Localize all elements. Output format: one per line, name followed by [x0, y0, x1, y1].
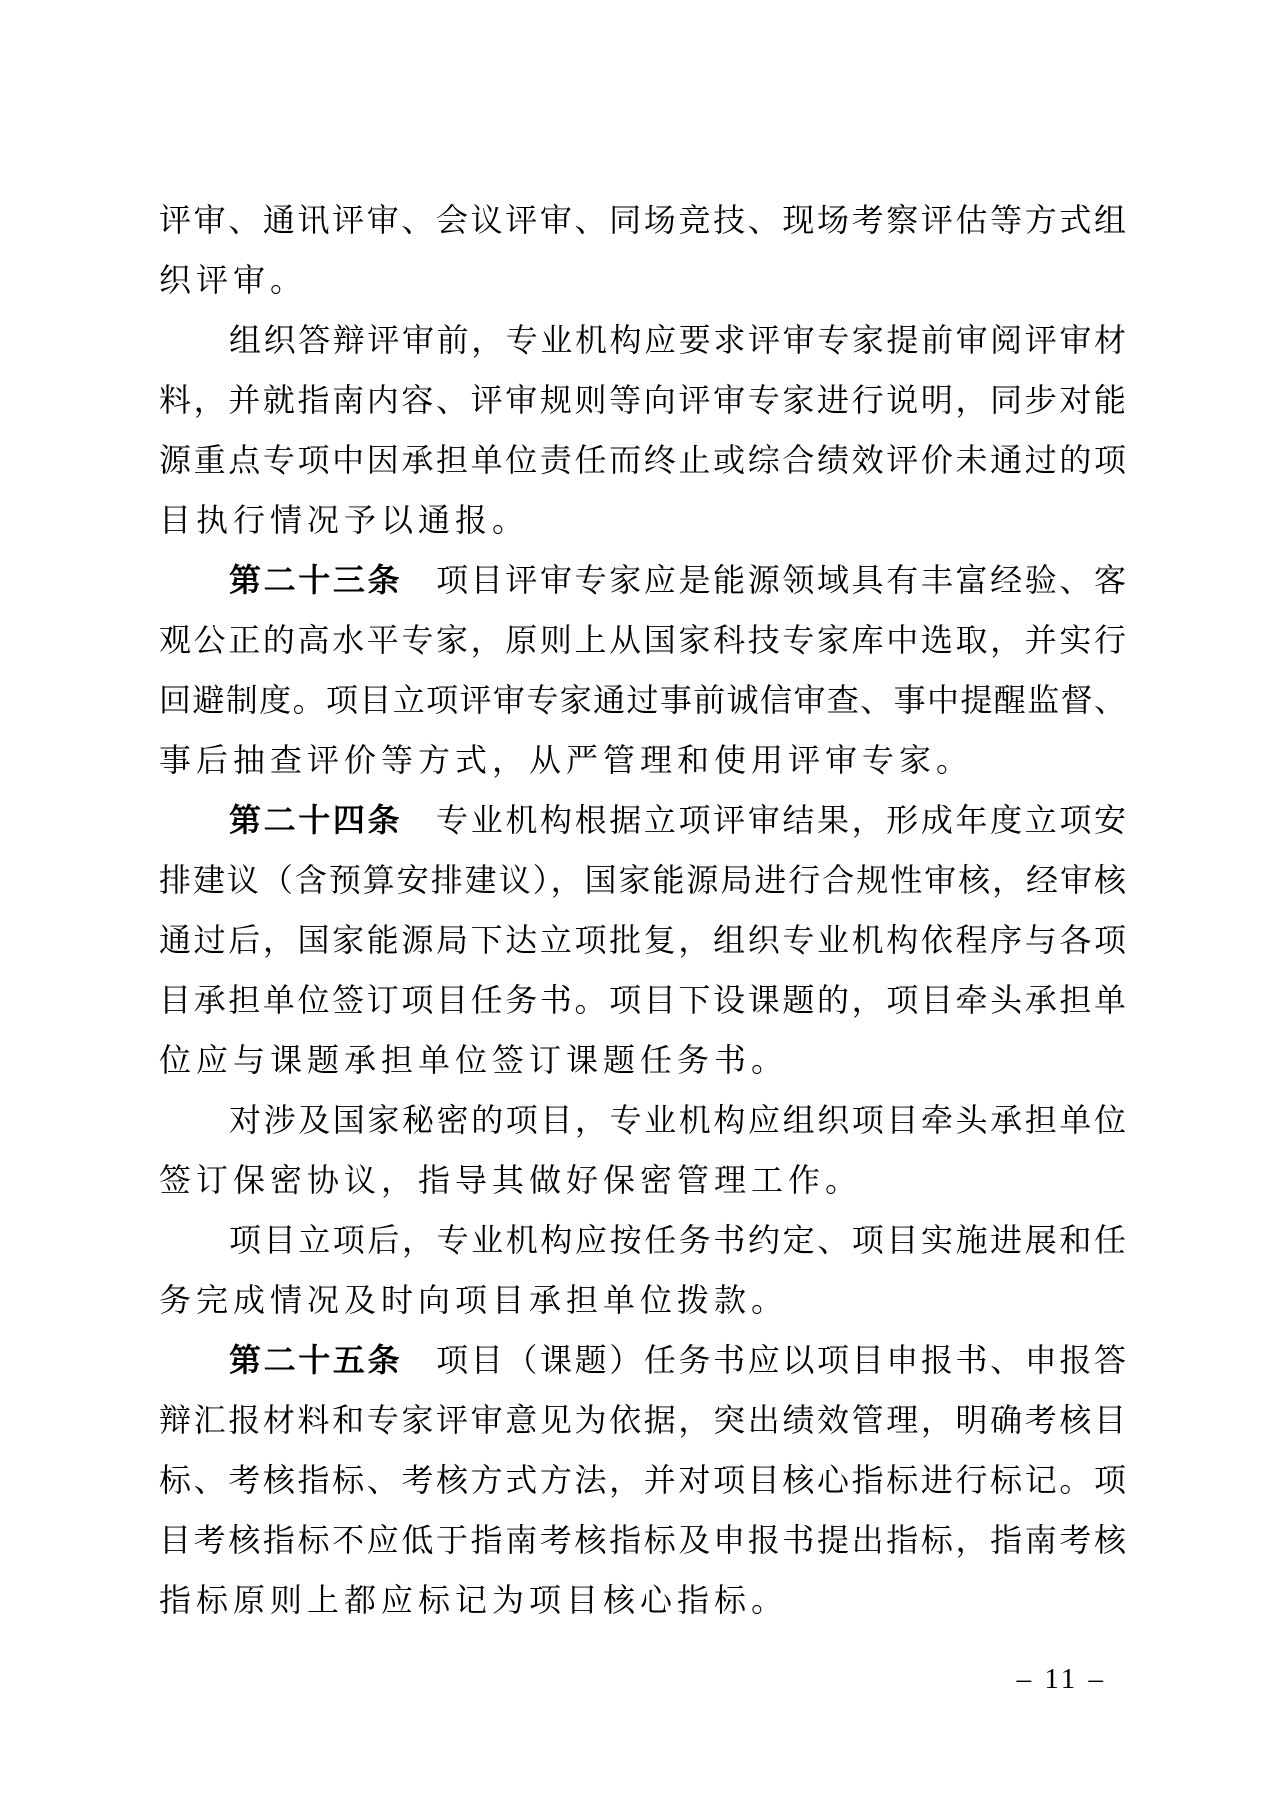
- text-line: [159, 1270, 1126, 1330]
- text-run: 签订保密协议，指导其做好保密管理工作。: [159, 1162, 863, 1198]
- text-line: [159, 1030, 1126, 1090]
- text-line: [159, 250, 1126, 310]
- text-run: 位应与课题承担单位签订课题任务书。: [159, 1042, 789, 1078]
- paragraph: [159, 310, 1126, 550]
- paragraph: [159, 190, 1126, 310]
- text-run: 务完成情况及时向项目承担单位拨款。: [159, 1282, 789, 1318]
- text-run: 观公正的高水平专家，原则上从国家科技专家库中选取，并实行: [159, 622, 1126, 658]
- text-run: 料，并就指南内容、评审规则等向评审专家进行说明，同步对能: [159, 382, 1126, 418]
- text-run: 辩汇报材料和专家评审意见为依据，突出绩效管理，明确考核目: [159, 1402, 1126, 1438]
- text-line: [159, 1390, 1126, 1450]
- text-run: 事后抽查评价等方式，从严管理和使用评审专家。: [159, 742, 974, 778]
- text-line: [159, 610, 1126, 670]
- text-line: [159, 850, 1126, 910]
- text-line: [159, 970, 1126, 1030]
- text-line: [159, 790, 1126, 850]
- paragraph: [159, 1090, 1126, 1210]
- text-run: 标、考核指标、考核方式方法，并对项目核心指标进行标记。项: [159, 1462, 1126, 1498]
- page-number: – 11 –: [1016, 1663, 1106, 1695]
- text-line: [159, 190, 1126, 250]
- text-run: 回避制度。项目立项评审专家通过事前诚信审查、事中提醒监督、: [159, 682, 1126, 718]
- article-number: 第二十三条: [229, 562, 403, 598]
- text-run: 项目立项后，专业机构应按任务书约定、项目实施进展和任: [229, 1222, 1126, 1258]
- text-run: 项目（课题）任务书应以项目申报书、申报答: [436, 1342, 1126, 1378]
- text-line: [159, 1510, 1126, 1570]
- text-run: 对涉及国家秘密的项目，专业机构应组织项目牵头承担单位: [229, 1102, 1126, 1138]
- text-line: [159, 310, 1126, 370]
- text-run: 专业机构根据立项评审结果，形成年度立项安: [436, 802, 1126, 838]
- text-run: 排建议（含预算安排建议），国家能源局进行合规性审核，经审核: [159, 862, 1126, 898]
- article-number: 第二十四条: [229, 802, 403, 838]
- text-line: [159, 1450, 1126, 1510]
- text-line: [159, 1570, 1126, 1630]
- text-run: 源重点专项中因承担单位责任而终止或综合绩效评价未通过的项: [159, 442, 1126, 478]
- text-line: [159, 1090, 1126, 1150]
- text-line: [159, 1150, 1126, 1210]
- text-run: 组织答辩评审前，专业机构应要求评审专家提前审阅评审材: [229, 322, 1126, 358]
- paragraph: [159, 550, 1126, 790]
- text-run: 项目评审专家应是能源领域具有丰富经验、客: [436, 562, 1126, 598]
- text-run: 评审、通讯评审、会议评审、同场竞技、现场考察评估等方式组: [159, 202, 1126, 238]
- text-line: [159, 550, 1126, 610]
- paragraph: [159, 790, 1126, 1090]
- text-line: [159, 1210, 1126, 1270]
- document-body: [159, 190, 1126, 1630]
- paragraph: [159, 1210, 1126, 1330]
- text-line: [159, 430, 1126, 490]
- text-run: 目执行情况予以通报。: [159, 502, 530, 538]
- text-line: [159, 490, 1126, 550]
- text-run: 目承担单位签订项目任务书。项目下设课题的，项目牵头承担单: [159, 982, 1126, 1018]
- article-number: 第二十五条: [229, 1342, 403, 1378]
- text-line: [159, 910, 1126, 970]
- text-line: [159, 370, 1126, 430]
- text-line: [159, 670, 1126, 730]
- paragraph: [159, 1330, 1126, 1630]
- text-line: [159, 730, 1126, 790]
- text-run: 织评审。: [159, 262, 308, 298]
- text-run: 目考核指标不应低于指南考核指标及申报书提出指标，指南考核: [159, 1522, 1126, 1558]
- text-run: 通过后，国家能源局下达立项批复，组织专业机构依程序与各项: [159, 922, 1126, 958]
- text-line: [159, 1330, 1126, 1390]
- text-run: 指标原则上都应标记为项目核心指标。: [159, 1582, 789, 1618]
